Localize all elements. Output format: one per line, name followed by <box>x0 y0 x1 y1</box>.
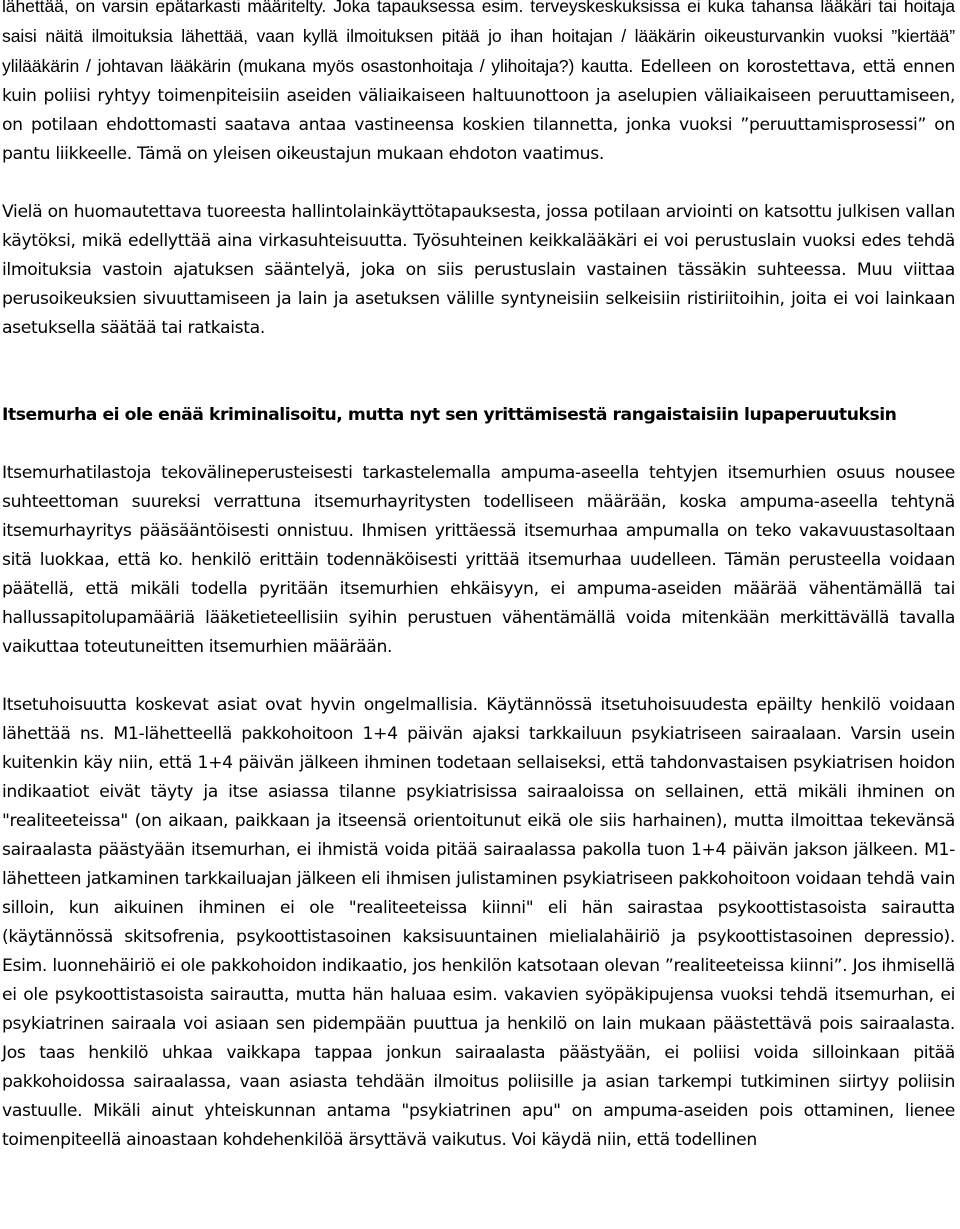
paragraph-administrative-case: Vielä on huomautettava tuoreesta hallintolainkäyttötapauksesta, jossa potilaan arviointi on katsottu julkisen vallan käytöksi, mikä edellyttää aina virkasuhteisuutta. Työsuhteinen keikkalääkäri ei voi perustuslain vuoksi edes tehdä ilmoituksia vastoin ajatuksen sääntelyä, joka on siis perustuslain vastainen tässäkin suhteessa. Muu viittaa perusoikeuksien sivuuttamiseen ja lain ja asetuksen välille syntyneisiin selkeisiin ristiriitoihin, joita ei voi lainkaan asetuksella säätää tai ratkaista. <box>2 202 955 338</box>
paragraph-suicide-statistics: Itsemurhatilastoja tekovälineperusteisesti tarkastelemalla ampuma-aseella tehtyjen itsemurhien osuus nousee suhteettoman suureksi verrattuna itsemurhayritysten todelliseen määrään, koska ampuma-aseella tehtynä itsemurhayritys pääsääntöisesti onnistuu. Ihmisen yrittäessä itsemurhaa ampumalla on teko vakavuustasoltaan sitä luokkaa, että ko. henkilö erittäin todennäköisesti yrittää itsemurhaa uudelleen. Tämän perusteella voidaan päätellä, että mikäli todella pyritään itsemurhien ehkäisyyn, ei ampuma-aseiden määrää vähentämällä tai hallussapitolupamääriä lääketieteellisiin syihin perustuen vähentämällä voida mitenkään merkittävällä tavalla vaikuttaa toteutuneitten itsemurhien määrään. <box>2 463 955 657</box>
section-heading: Itsemurha ei ole enää kriminalisoitu, mutta nyt sen yrittämisestä rangaistaisiin lupaperuutuksin <box>2 405 897 425</box>
paragraph-intro-text: Edelleen on korostettava, että ennen kuin poliisi ryhtyy toimenpiteisiin aseiden väliaikaiseen haltuunottoon ja aselupien väliaikaiseen peruuttamiseen, on potilaan ehdottomasti saatava antaa vastineensa koskien tilannetta, jonka vuoksi ”peruuttamisprosessi” on pantu liikkeelle. Tämä on yleisen oikeustajun mukaan ehdoton vaatimus. <box>2 57 956 164</box>
paragraph-self-harm: Itsetuhoisuutta koskevat asiat ovat hyvin ongelmallisia. Käytännössä itsetuhoisuudesta epäilty henkilö voidaan lähettää ns. M1-lähetteellä pakkohoitoon 1+4 päivän ajaksi tarkkailuun psykiatriseen sairaalaan. Varsin usein kuitenkin käy niin, että 1+4 päivän jälkeen ihminen todetaan sellaiseksi, että tahdonvastaisen psykiatrisen hoidon indikaatiot eivät täyty ja itse asiassa tilanne psykiatrisissa sairaaloissa on sellainen, että mikäli ihminen on "realiteeteissa" (on aikaan, paikkaan ja itseensä orientoitunut eikä ole siis harhainen), mutta ilmoittaa tekevänsä sairaalasta päästyään itsemurhan, ei ihmistä voida pitää sairaalassa pakolla tuon 1+4 päivän jakson jälkeen. M1-lähetteen jatkaminen tarkkailuajan jälkeen eli ihmisen julistaminen psykiatriseen pakkohoitoon voidaan tehdä vain silloin, kun aikuinen ihminen ei ole "realiteeteissa kiinni" eli hän sairastaa psykoottistasoista sairautta (käytännössä skitsofrenia, psykoottistasoinen kaksisuuntainen mielialahäiriö ja psykoottistasoinen depressio). Esim. luonnehäiriö ei ole pakkohoidon indikaatio, jos henkilön katsotaan olevan ”realiteeteissa kiinni”. Jos ihmisellä ei ole psykoottistasoista sairautta, mutta hän haluaa esim. vakavien syöpäkipujensa vuoksi tehdä itsemurhan, ei psykiatrinen sairaala voi asiaan sen pidempään puuttua ja henkilö on lain mukaan päästettävä pois sairaalasta. Jos taas henkilö uhkaa vaikkapa tappaa jonkun sairaalasta päästyään, ei poliisi voida silloinkaan pitää pakkohoidossa sairaalassa, vaan asiasta tehdään ilmoitus poliisille ja asian tarkempi tutkiminen siirtyy poliisin vastuulle. Mikäli ainut yhteiskunnan antama "psykiatrinen apu" on ampuma-aseiden pois ottaminen, lienee toimenpiteellä ainoastaan kohdehenkilöä ärsyttävä vaikutus. Voi käydä niin, että todellinen <box>2 695 955 1150</box>
document-page <box>2 0 955 1155</box>
paragraph-intro <box>2 0 955 169</box>
paragraph-intro-lead: lähettää, on varsin epätarkasti määritelty. Joka tapauksessa esim. terveyskeskuksissa ei kuka tahansa lääkäri tai hoitaja saisi näitä ilmoituksia lähettää, vaan kyllä ilmoituksen pitää jo ihan hoitajan / lääkärin oikeusturvankin vuoksi ”kiertää” ylilääkärin / johtavan lääkärin (mukana myös osastonhoitaja / ylihoitaja?) kautta. <box>2 0 955 76</box>
